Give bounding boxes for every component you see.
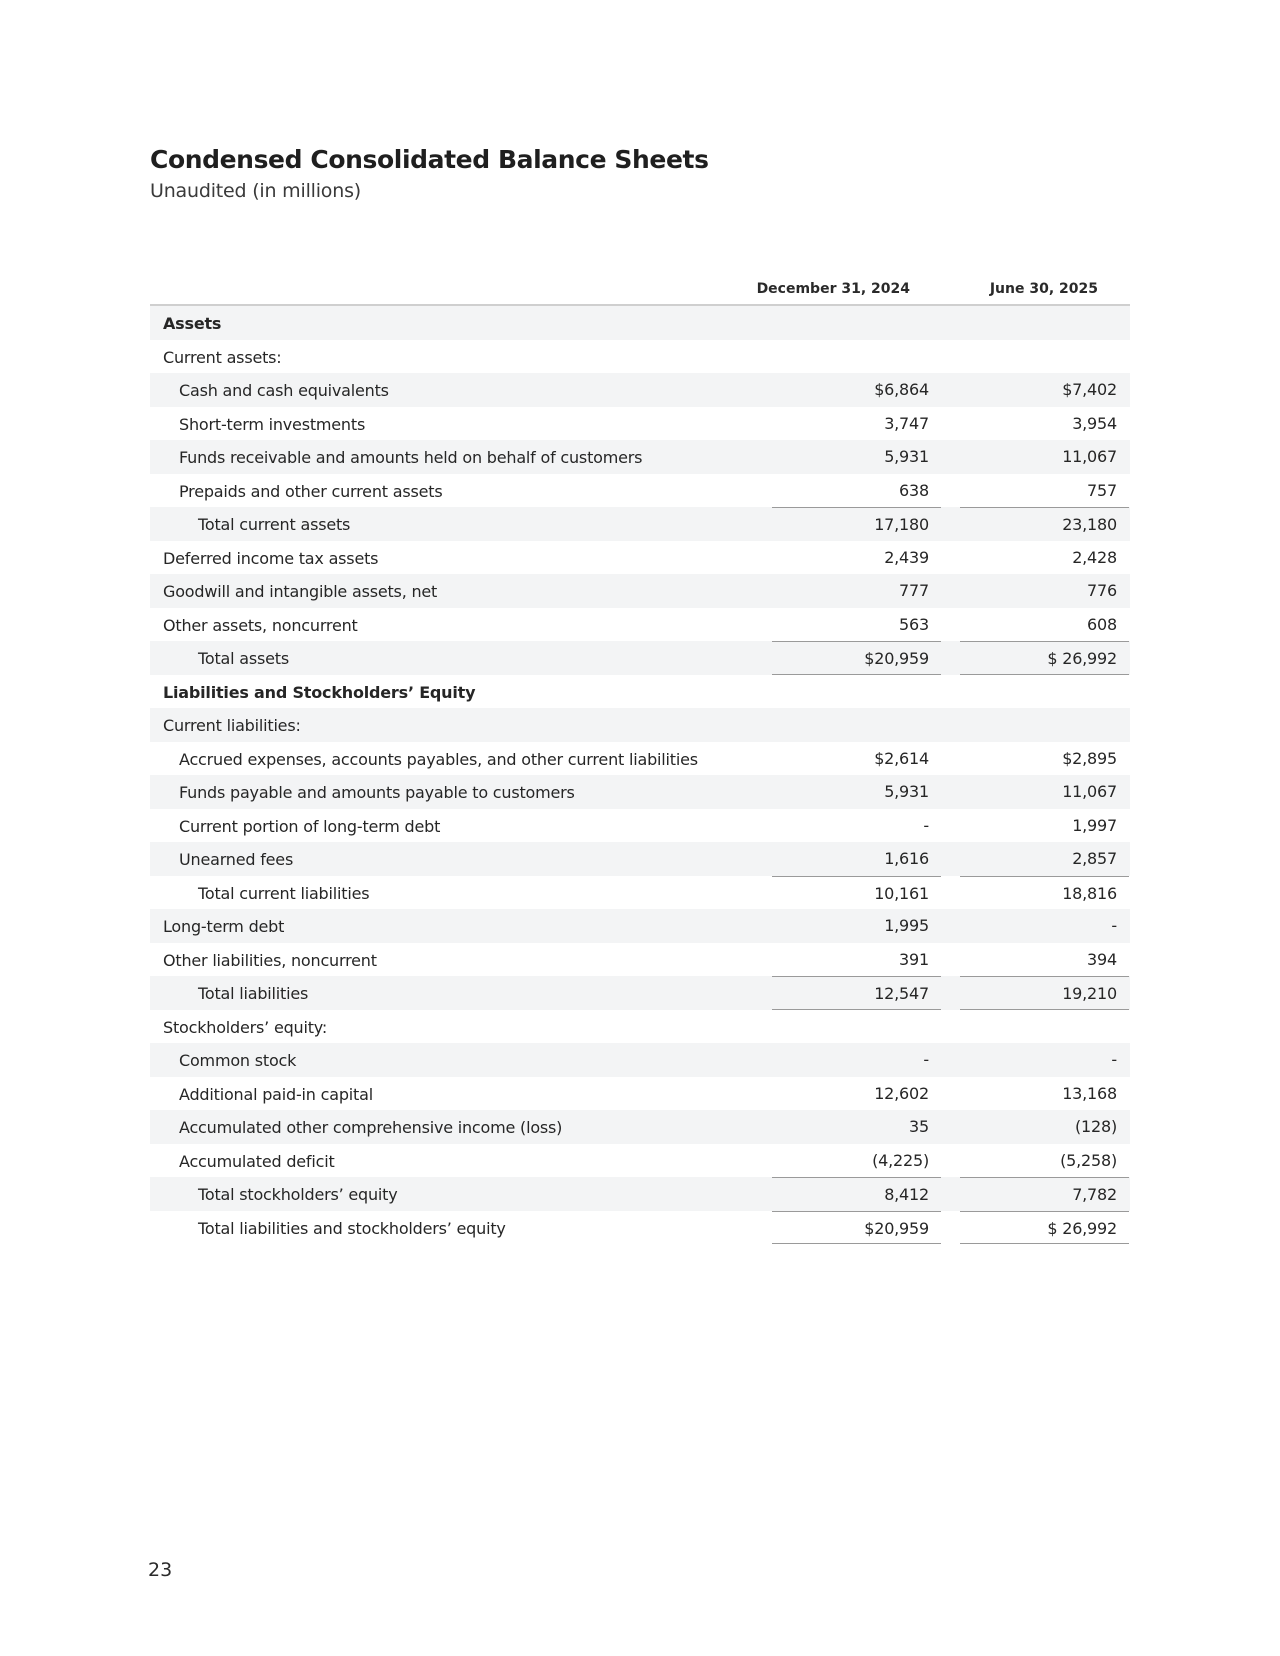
row-label: Funds payable and amounts payable to customers — [179, 783, 575, 802]
value-jun-2025: 23,180 — [960, 507, 1129, 541]
value-dec-2024: 1,995 — [884, 916, 929, 935]
subsection-heading-stockholders-equity — [150, 1010, 1130, 1044]
value-jun-2025: 608 — [1087, 614, 1117, 634]
value-dec-2024: 35 — [909, 1117, 929, 1136]
value-jun-2025: 1,997 — [1072, 815, 1117, 835]
value-jun-2025: 757 — [1087, 480, 1117, 500]
value-dec-2024: 10,161 — [772, 876, 941, 910]
balance-sheet-table — [150, 274, 1130, 1244]
row-label: Other assets, noncurrent — [163, 615, 358, 635]
table-row — [150, 909, 1130, 943]
table-row — [150, 541, 1130, 575]
value-jun-2025: 776 — [1087, 581, 1117, 600]
value-dec-2024: $6,864 — [874, 380, 929, 399]
row-label: Current assets: — [163, 347, 282, 367]
value-jun-2025: (128) — [1074, 1117, 1117, 1136]
value-dec-2024: - — [923, 1050, 929, 1069]
row-label: Funds receivable and amounts held on behalf of customers — [179, 448, 643, 467]
table-row — [150, 842, 1130, 876]
subsection-heading-current-liabilities — [150, 708, 1130, 742]
value-dec-2024: 1,616 — [884, 849, 929, 868]
table-row — [150, 608, 1130, 642]
row-label: Common stock — [179, 1051, 297, 1070]
row-label: Long-term debt — [163, 917, 285, 936]
row-label: Total assets — [198, 649, 289, 668]
table-row — [150, 474, 1130, 508]
subsection-heading-current-assets — [150, 340, 1130, 374]
value-jun-2025: $7,402 — [1062, 380, 1117, 399]
row-label: Accumulated deficit — [179, 1151, 335, 1171]
value-dec-2024: $2,614 — [874, 748, 929, 768]
row-label: Goodwill and intangible assets, net — [163, 582, 438, 601]
value-dec-2024: 638 — [899, 480, 929, 500]
row-label: Liabilities and Stockholders’ Equity — [163, 682, 476, 702]
section-heading-liabilities-equity — [150, 675, 1130, 709]
value-jun-2025: 394 — [1087, 949, 1117, 969]
value-dec-2024: 391 — [899, 949, 929, 969]
value-dec-2024: 5,931 — [884, 782, 929, 801]
total-row — [150, 507, 1130, 541]
row-label: Current liabilities: — [163, 716, 301, 735]
value-jun-2025: 2,857 — [1072, 849, 1117, 868]
row-label: Accumulated other comprehensive income (loss) — [179, 1118, 563, 1137]
total-row — [150, 876, 1130, 910]
value-dec-2024: 777 — [899, 581, 929, 600]
row-label: Total stockholders’ equity — [198, 1185, 398, 1204]
value-jun-2025: 11,067 — [1062, 447, 1117, 466]
value-dec-2024: 2,439 — [884, 547, 929, 567]
value-jun-2025: $ 26,992 — [960, 1211, 1129, 1245]
value-jun-2025: 13,168 — [1062, 1083, 1117, 1103]
column-header-jun-2025: June 30, 2025 — [989, 281, 1098, 297]
row-label: Stockholders’ equity: — [163, 1017, 328, 1037]
table-row — [150, 943, 1130, 977]
row-label: Total current assets — [198, 515, 351, 534]
total-row — [150, 641, 1130, 675]
value-dec-2024: $20,959 — [772, 1211, 941, 1245]
table-row — [150, 1043, 1130, 1077]
page-number: 23 — [148, 1559, 173, 1581]
table-row — [150, 1110, 1130, 1144]
row-label: Accrued expenses, accounts payables, and other current liabilities — [179, 749, 698, 769]
value-jun-2025: - — [1111, 1050, 1117, 1069]
table-row — [150, 440, 1130, 474]
column-header-dec-2024: December 31, 2024 — [756, 281, 910, 297]
section-heading-assets — [150, 306, 1130, 340]
table-row — [150, 742, 1130, 776]
value-jun-2025: - — [1111, 916, 1117, 935]
value-dec-2024: 12,547 — [772, 976, 941, 1010]
row-label: Short-term investments — [179, 414, 366, 434]
value-dec-2024: 8,412 — [772, 1177, 941, 1211]
value-dec-2024: - — [923, 815, 929, 835]
value-jun-2025: 7,782 — [960, 1177, 1129, 1211]
value-dec-2024: 12,602 — [874, 1083, 929, 1103]
value-dec-2024: 563 — [899, 614, 929, 634]
page-title: Condensed Consolidated Balance Sheets — [150, 145, 709, 174]
row-label: Cash and cash equivalents — [179, 381, 389, 400]
value-dec-2024: (4,225) — [872, 1150, 929, 1170]
row-label: Total liabilities — [198, 984, 309, 1003]
total-row — [150, 1177, 1130, 1211]
value-jun-2025: $2,895 — [1062, 748, 1117, 768]
value-jun-2025: 19,210 — [960, 976, 1129, 1010]
row-label: Deferred income tax assets — [163, 548, 379, 568]
table-row — [150, 373, 1130, 407]
value-dec-2024: $20,959 — [772, 641, 941, 675]
value-dec-2024: 3,747 — [884, 413, 929, 433]
column-header-row — [150, 274, 1130, 306]
table-row — [150, 809, 1130, 843]
value-dec-2024: 17,180 — [772, 507, 941, 541]
row-label: Total liabilities and stockholders’ equity — [198, 1218, 506, 1238]
grand-total-row — [150, 1211, 1130, 1245]
row-label: Total current liabilities — [198, 883, 370, 903]
page-subtitle: Unaudited (in millions) — [150, 180, 361, 202]
table-row — [150, 407, 1130, 441]
table-row — [150, 574, 1130, 608]
table-row — [150, 1144, 1130, 1178]
row-label: Prepaids and other current assets — [179, 481, 443, 501]
value-dec-2024: 5,931 — [884, 447, 929, 466]
value-jun-2025: 3,954 — [1072, 413, 1117, 433]
value-jun-2025: (5,258) — [1060, 1150, 1117, 1170]
table-row — [150, 1077, 1130, 1111]
row-label: Unearned fees — [179, 850, 294, 869]
row-label: Additional paid-in capital — [179, 1084, 373, 1104]
value-jun-2025: $ 26,992 — [960, 641, 1129, 675]
row-label: Other liabilities, noncurrent — [163, 950, 377, 970]
value-jun-2025: 2,428 — [1072, 547, 1117, 567]
value-jun-2025: 18,816 — [960, 876, 1129, 910]
row-label: Current portion of long-term debt — [179, 816, 441, 836]
total-row — [150, 976, 1130, 1010]
row-label: Assets — [163, 314, 222, 333]
table-row — [150, 775, 1130, 809]
value-jun-2025: 11,067 — [1062, 782, 1117, 801]
